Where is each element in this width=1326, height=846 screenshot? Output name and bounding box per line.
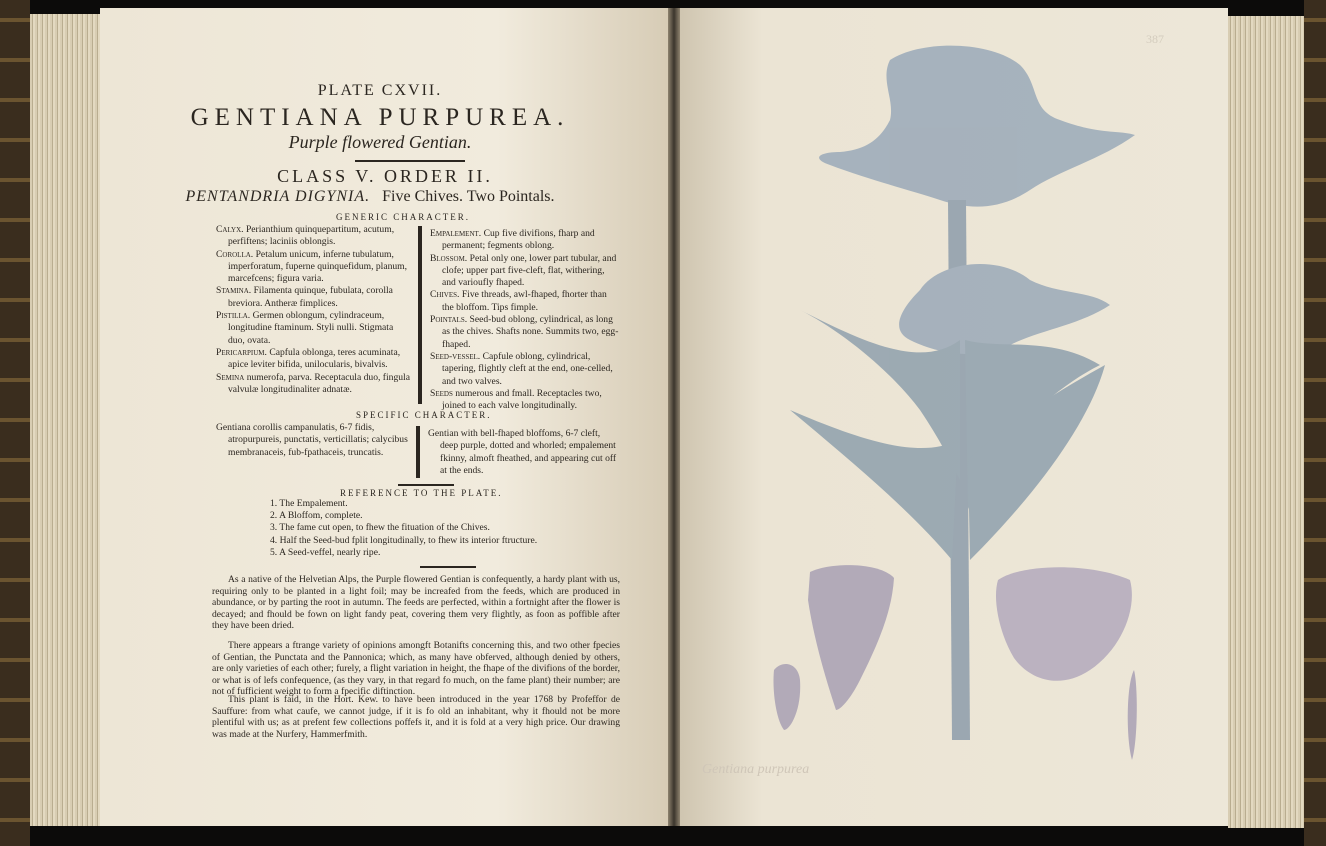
detail-empalement — [773, 664, 800, 730]
specific-english — [428, 428, 618, 477]
generic-latin-column — [216, 224, 412, 396]
generic-latin-entry: Semina numerofa, parva. Receptacula duo, fingula valvulæ longitudinaliter adnatæ. — [216, 371, 410, 395]
order-line — [150, 188, 590, 206]
species-title: GENTIANA PURPUREA. — [190, 104, 570, 131]
body-paragraph-2: There appears a ftrange variety of opinions amongft Botanifts concerning this, and two other fpecies of Gentian, the Punctata and the Pannonica; which, as many have obferved, although denied by others, are only varieties of each other; furely, a flight variation in height, the fhape of the divifions of the border, or what is of lefs confequence, (as they vary, in that regard fo much, on the fame plant) their number; are not of fufficient weight to form a fpecific diftinction. — [212, 640, 620, 698]
generic-heading: GENERIC CHARACTER. — [336, 212, 471, 222]
specific-heading: SPECIFIC CHARACTER. — [356, 410, 492, 420]
order-english: Five Chives. Two Pointals. — [382, 188, 555, 205]
book-gutter — [668, 8, 680, 826]
generic-english-entry: Seeds numerous and fmall. Receptacles two, joined to each valve longitudinally. — [430, 387, 602, 412]
generic-latin-entry: Pericarpium. Capfula oblonga, teres acuminata, apice leviter bifida, unilocularis, bivalvis. — [216, 346, 401, 371]
generic-latin-entry: Corolla. Petalum unicum, inferne tubulatum, imperforatum, fuperne quinquefidum, planum, marcefcens; figura varia. — [216, 248, 408, 285]
leaf-lower-left — [790, 410, 958, 560]
book-binding-right — [1304, 0, 1326, 846]
specific-latin-text: Gentiana corollis campanulatis, 6-7 fidis, atropurpureis, punctatis, verticillatis; calycibus membranaceis, fub-fpathaceis, truncatis. — [216, 422, 408, 458]
reference-item: 1. The Empalement. — [270, 498, 348, 509]
book-binding-left — [0, 0, 30, 846]
reference-item: 2. A Bloffom, complete. — [270, 510, 363, 522]
reference-item: 5. A Seed-veffel, nearly ripe. — [270, 546, 381, 558]
detail-blossom-open — [996, 567, 1132, 681]
flower-head — [819, 46, 1135, 207]
section-rule — [398, 484, 454, 486]
reference-item: 3. The fame cut open, to fhew the fituation of the Chives. — [270, 522, 490, 534]
generic-english-entry: Empalement. Cup five divifions, fharp and permanent; fegments oblong. — [430, 228, 595, 252]
class-order: CLASS V. ORDER II. — [277, 166, 493, 186]
generic-english-entry: Blossom. Petal only one, lower part tubular, and clofe; upper part five-cleft, flat, withering, and varioufly fhaped. — [430, 252, 617, 289]
plate-caption: Gentiana purpurea — [702, 762, 810, 777]
generic-latin-entry: Calyx. Perianthium quinquepartitum, acutum, perfiftens; laciniis oblongis. — [216, 224, 395, 248]
order-latin: PENTANDRIA DIGYNIA. — [185, 188, 371, 205]
page-edges-left — [30, 14, 100, 826]
page-edges-right — [1228, 16, 1304, 828]
body-paragraph-1: As a native of the Helvetian Alps, the Purple flowered Gentian is confequently, a hardy plant with us, requiring only to be planted in a light foil; may be increafed from the feeds, which are produced in abundance, or by parting the root in autumn. The feeds are perfected, within a fortnight after the flower is decayed; and fhould be fown on light fandy peat, covering them very flightly, as foon as poffible after they have been dried. — [212, 574, 620, 632]
generic-latin-entry: Pistilla. Germen oblongum, cylindraceum, longitudine ftaminum. Styli nulli. Stigmata duo, ovata. — [216, 310, 394, 346]
generic-english-entry: Seed-vessel. Capfule oblong, cylindrical, tapering, flightly cleft at the end, one-celled, and two valves. — [430, 350, 613, 387]
flower-whorl — [899, 264, 1110, 354]
section-rule — [420, 566, 476, 568]
generic-english-entry: Chives. Five threads, awl-fhaped, fhorter than the bloffom. Tips fimple. — [430, 289, 607, 313]
column-divider — [418, 226, 422, 404]
generic-english-column — [430, 228, 620, 412]
generic-english-entry: Pointals. Seed-bud oblong, cylindrical, as long as the chives. Shafts none. Summits two, egg-fhaped. — [430, 314, 619, 350]
title-rule — [355, 160, 465, 162]
gentian-illustration — [770, 40, 1150, 800]
body-paragraph-3: This plant is faid, in the Hort. Kew. to have been introduced in the year 1768 by Profeffor de Sauffure: from what caufe, we cannot judge, if it is fo old an inhabitant, why it fhould not be more plentiful with us; as at prefent few collections poffefs it, and it is fold at a very high price. Our drawing was made at the Nurfery, Hammerfmith. — [212, 694, 620, 740]
page-number: 387 — [1146, 32, 1164, 46]
detail-seed-bud — [1128, 670, 1137, 760]
reference-item: 4. Half the Seed-bud fplit longitudinally, to fhew its interior ftructure. — [270, 534, 538, 546]
specific-english-text: Gentian with bell-fhaped bloffoms, 6-7 cleft, deep purple, dotted and whorled; empalement fkinny, almoft fheathed, and appearing cut off at the ends. — [428, 428, 617, 476]
generic-latin-entry: Stamina. Filamenta quinque, fubulata, corolla breviora. Antheræ fimplices. — [216, 285, 393, 309]
reference-heading: REFERENCE TO THE PLATE. — [340, 488, 503, 498]
column-divider — [416, 426, 420, 478]
specific-latin — [216, 422, 408, 459]
plate-number: PLATE CXVII. — [317, 82, 443, 99]
reference-list — [270, 498, 590, 559]
common-name: Purple flowered Gentian. — [288, 132, 472, 152]
detail-blossom — [808, 565, 894, 710]
